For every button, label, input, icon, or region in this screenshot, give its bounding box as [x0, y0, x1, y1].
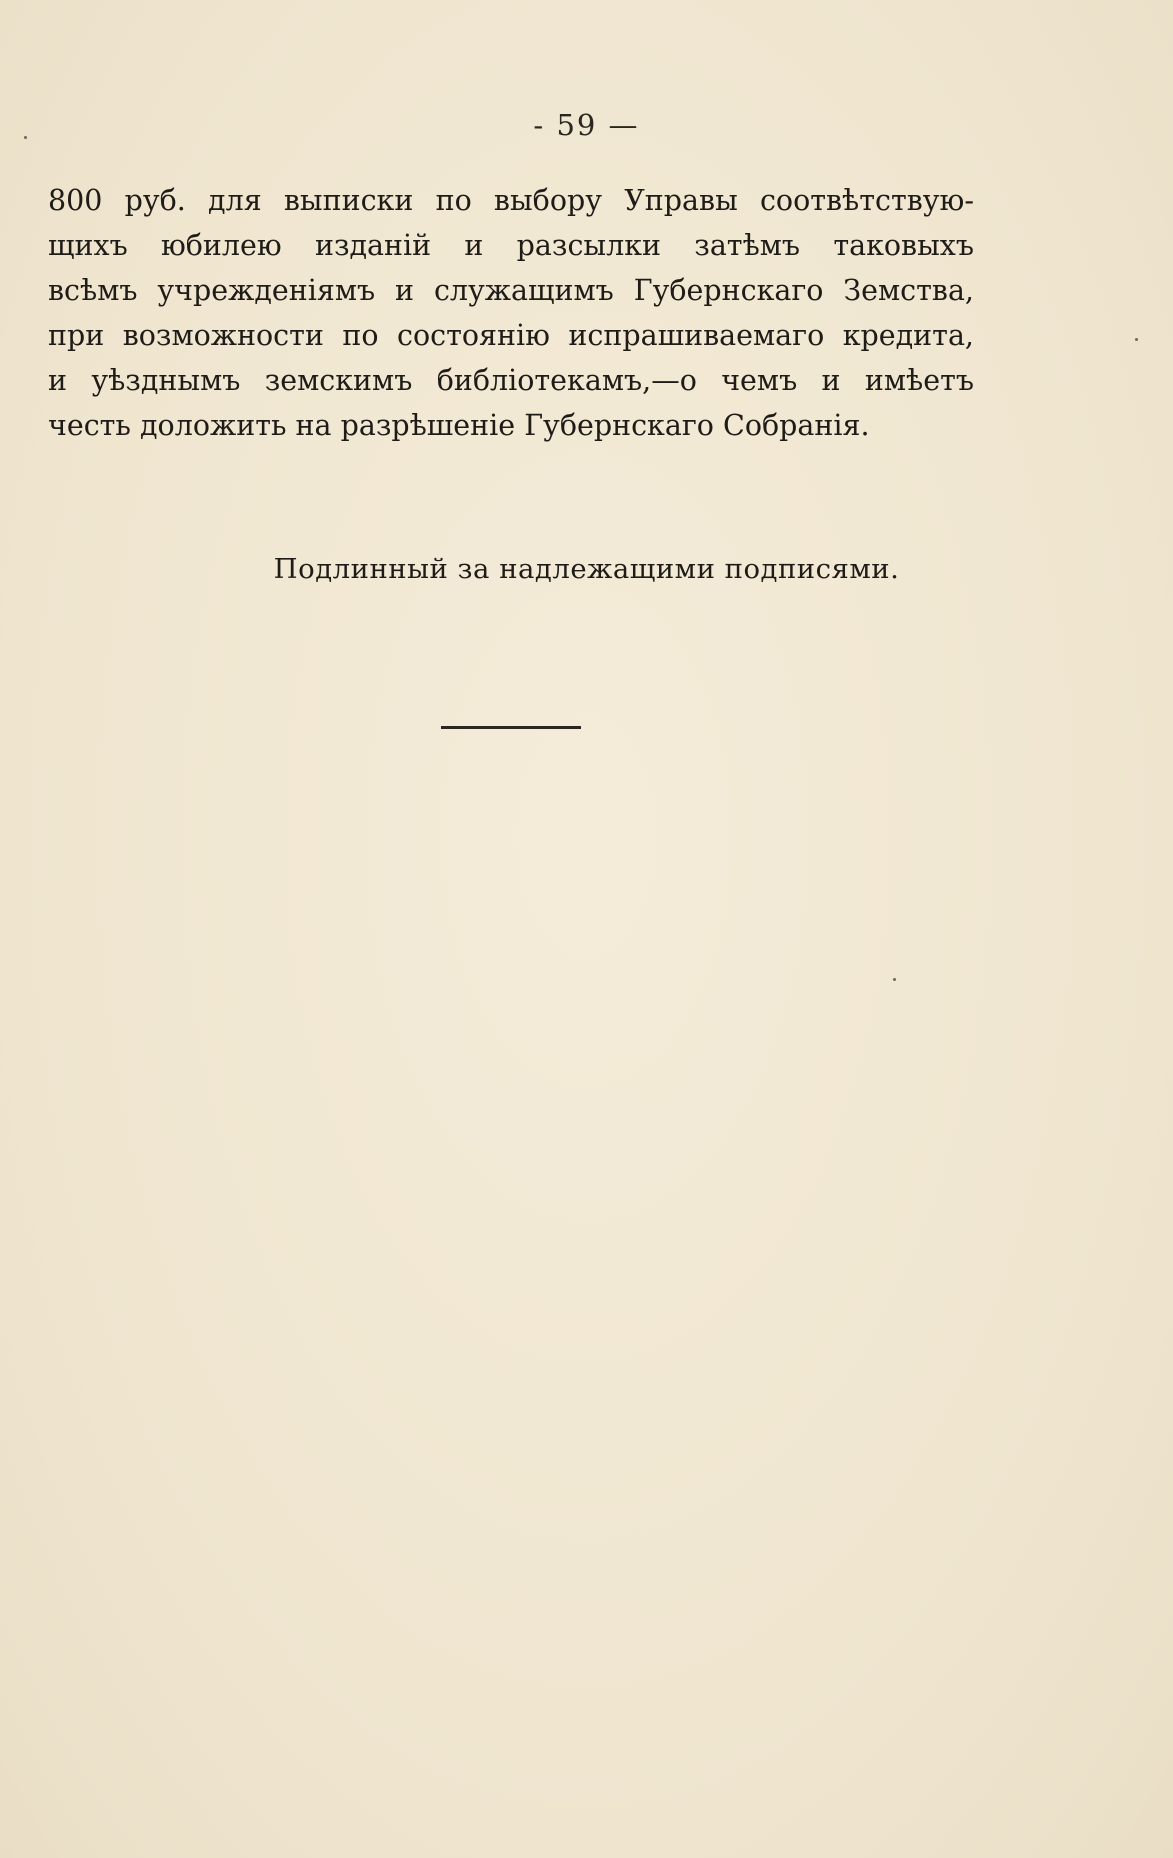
text-line: всѣмъ учрежденіямъ и служащимъ Губернскаго Земства,	[48, 274, 974, 307]
section-divider	[441, 726, 581, 729]
text-line: щихъ юбилею изданій и разсылки затѣмъ таковыхъ	[48, 229, 974, 262]
text-line: и уѣзднымъ земскимъ библіотекамъ,—о чемъ и имѣетъ	[48, 364, 974, 397]
text-line: честь доложить на разрѣшеніе Губернскаго Собранія.	[48, 409, 870, 442]
paper-speck	[1135, 338, 1138, 341]
body-paragraph	[48, 178, 974, 448]
paper-speck	[893, 978, 896, 981]
page-number: - 59 —	[533, 108, 640, 142]
paper-speck	[24, 136, 27, 139]
text-line: 800 руб. для выписки по выбору Управы соотвѣтствую-	[48, 184, 974, 217]
text-line: при возможности по состоянію испрашиваемаго кредита,	[48, 319, 974, 352]
signature-note: Подлинный за надлежащими подписями.	[273, 553, 900, 585]
